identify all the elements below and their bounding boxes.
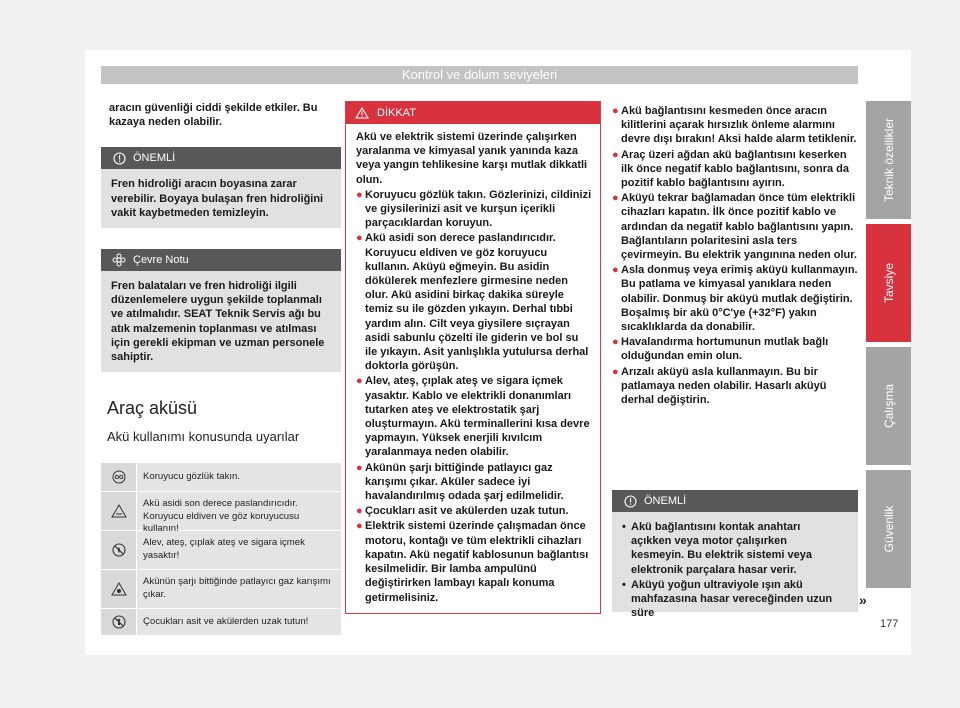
important-box-2-header	[612, 490, 858, 512]
environment-box-title: Çevre Notu	[133, 254, 189, 267]
danger-intro: Akü ve elektrik sistemi üzerinde çalışırken yaralanma ve kimyasal yanık yanında kaza veya yangın tehlikesine karşı mutlak dikkatli olun.	[356, 131, 588, 186]
environment-box-header	[101, 249, 341, 271]
column-right	[612, 104, 858, 620]
list-item: ● Araç üzeri ağdan akü bağlantısını keserken ilk önce negatif kablo bağlantısını, sonra da pozitif kablo bağlantısını ayırın.	[612, 148, 849, 190]
no-fire-icon	[101, 531, 137, 569]
tab-tavsiye[interactable]: Tavsiye	[866, 224, 911, 342]
list-item: ● Alev, ateş, çıplak ateş ve sigara içmek yasaktır. Kablo ve elektrikli donanımları tutarken ateş ve elektrostatik şarj oluşturmayın. Akü terminallerini kısa devre yapmayın. Yüksek enerjili kıvılcım yaralanmaya neden olabilir.	[356, 375, 590, 459]
important-box-title: ÖNEMLİ	[133, 152, 176, 165]
danger-box-header	[346, 102, 600, 124]
tab-calisma[interactable]: Çalışma	[866, 347, 911, 465]
danger-box-title: DİKKAT	[377, 107, 416, 119]
list-item: ● Koruyucu gözlük takın. Gözlerinizi, cildinizi ve giysilerinizi asit ve kurşun içerikli parçacıklardan koruyun.	[356, 188, 592, 230]
section-subtitle: Akü kullanımı konusunda uyarılar	[107, 429, 300, 445]
table-cell: Akünün şarjı bittiğinde patlayıcı gaz karışımı çıkar.	[143, 576, 331, 600]
list-item: ● Asla donmuş veya erimiş aküyü kullanmayın. Bu patlama ve kimyasal yanıklara neden olabilir. Donmuş bir aküyü mutlak değiştirin. Boşalmış bir akü 0°C'ye (+32°F) yakın sıcaklıklarda da donabilir.	[612, 264, 858, 334]
list-item: ● Arızalı aküyü asla kullanmayın. Bu bir patlamaya neden olabilir. Hasarlı aküyü derhal değiştirin.	[612, 365, 827, 407]
danger-box-body	[346, 124, 600, 605]
table-row	[101, 569, 341, 608]
environment-box-text: Fren balataları ve fren hidroliği ilgili düzenlemelere uygun şekilde toplanmalı ve atılmalıdır. SEAT Teknik Servis ağı bu atık malzemenin toplanması ve atılması için gerekli ekipman ve uzman personele sahiptir.	[101, 271, 341, 372]
page-number: 177	[880, 618, 899, 630]
important-box-2-body	[612, 512, 858, 620]
warning-table	[101, 462, 341, 635]
list-item: ● Havalandırma hortumunun mutlak bağlı olduğundan emin olun.	[612, 336, 829, 363]
section-title: Araç aküsü	[107, 398, 198, 419]
tab-guvenlik[interactable]: Güvenlik	[866, 470, 911, 588]
important-box-header	[101, 147, 341, 169]
table-cell: Koruyucu gözlük takın.	[143, 470, 241, 482]
goggles-icon	[101, 463, 137, 491]
environment-box	[101, 249, 341, 372]
no-children-icon	[101, 609, 137, 635]
table-cell: Çocukları asit ve akülerden uzak tutun!	[143, 615, 309, 627]
danger-box	[345, 101, 601, 614]
table-cell: Alev, ateş, çıplak ateş ve sigara içmek yasaktır!	[143, 537, 305, 561]
table-row	[101, 491, 341, 535]
list-item: ● Akü bağlantısını kesmeden önce aracın kilitlerini açarak hırsızlık önleme alarmını devre dışı bırakın! Aksi halde alarm tetiklenir.	[612, 105, 857, 146]
continue-chevron-icon: »	[859, 592, 867, 608]
list-item: • Akü bağlantısını kontak anahtarı açıkken veya motor çalışırken kesmeyin. Bu elektrik sistemi veya elektronik parçalara hasar verir.	[622, 521, 812, 576]
table-row	[101, 530, 341, 569]
important-box-text: Fren hidroliği aracın boyasına zarar verebilir. Boyaya bulaşan fren hidroliğini vakit kaybetmeden temizleyin.	[101, 169, 341, 228]
list-item: ● Elektrik sistemi üzerinde çalışmadan önce motoru, kontağı ve tüm elektrikli cihazları kapatın. Akü negatif kablosunun bağlantısı kesilmelidir. Bir lamba ampulünü değiştirirken lambayı kapalı konuma getirmelisiniz.	[356, 520, 589, 604]
column-left	[101, 101, 341, 635]
info-circle-icon	[622, 493, 638, 509]
info-circle-icon	[111, 150, 127, 166]
list-item: ● Akü asidi son derece paslandırıcıdır. Koruyucu eldiven ve göz koruyucu kullanın. Aküyü eğmeyin. Bu asidin dökülerek menfezlere girmesine neden olur. Akü asidini birkaç dakika süreyle temiz su ile gözden yıkayın. Derhal tıbbi yardım alın. Cilt veya giysilere sıçrayan asidi sabunlu çözelti ile giderin ve bol su ile yıkayın. Asit yanlışlıkla yutulursa derhal doktorla görüşün.	[356, 232, 589, 373]
intro-text: aracın güvenliği ciddi şekilde etkiler. Bu kazaya neden olabilir.	[109, 102, 318, 129]
important-box-2-title: ÖNEMLİ	[644, 495, 687, 507]
important-box-2	[612, 490, 858, 620]
list-item: ● Akünün şarjı bittiğinde patlayıcı gaz karışımı çıkar. Aküler sadece iyi havalandırılmış odada şarj edilmelidir.	[356, 461, 564, 503]
acid-warning-icon	[101, 492, 137, 530]
list-item: ● Çocukları asit ve akülerden uzak tutun.	[356, 505, 569, 518]
table-cell: Akü asidi son derece paslandırıcıdır. Koruyucu eldiven ve göz koruyucusu kullanın!	[143, 498, 300, 535]
table-row	[101, 608, 341, 635]
important-box	[101, 147, 341, 228]
list-item: • Aküyü yoğun ultraviyole ışın akü mahfazasına hasar vereceğinden uzun süre	[622, 578, 833, 620]
environment-flower-icon	[111, 252, 127, 268]
page-header: Kontrol ve dolum seviyeleri	[101, 66, 858, 84]
warning-triangle-icon	[355, 107, 369, 119]
tab-teknik-ozellikler[interactable]: Teknik özellikler	[866, 101, 911, 219]
explosion-warning-icon	[101, 570, 137, 608]
table-row	[101, 462, 341, 491]
list-item: ● Aküyü tekrar bağlamadan önce tüm elektrikli cihazları kapatın. İlk önce pozitif kablo ve ardından da negatif kablo bağlantısını yapın. Bağlantıların polaritesini asla ters çevirmeyin. Bu elektrik yangınına neden olur.	[612, 192, 857, 262]
